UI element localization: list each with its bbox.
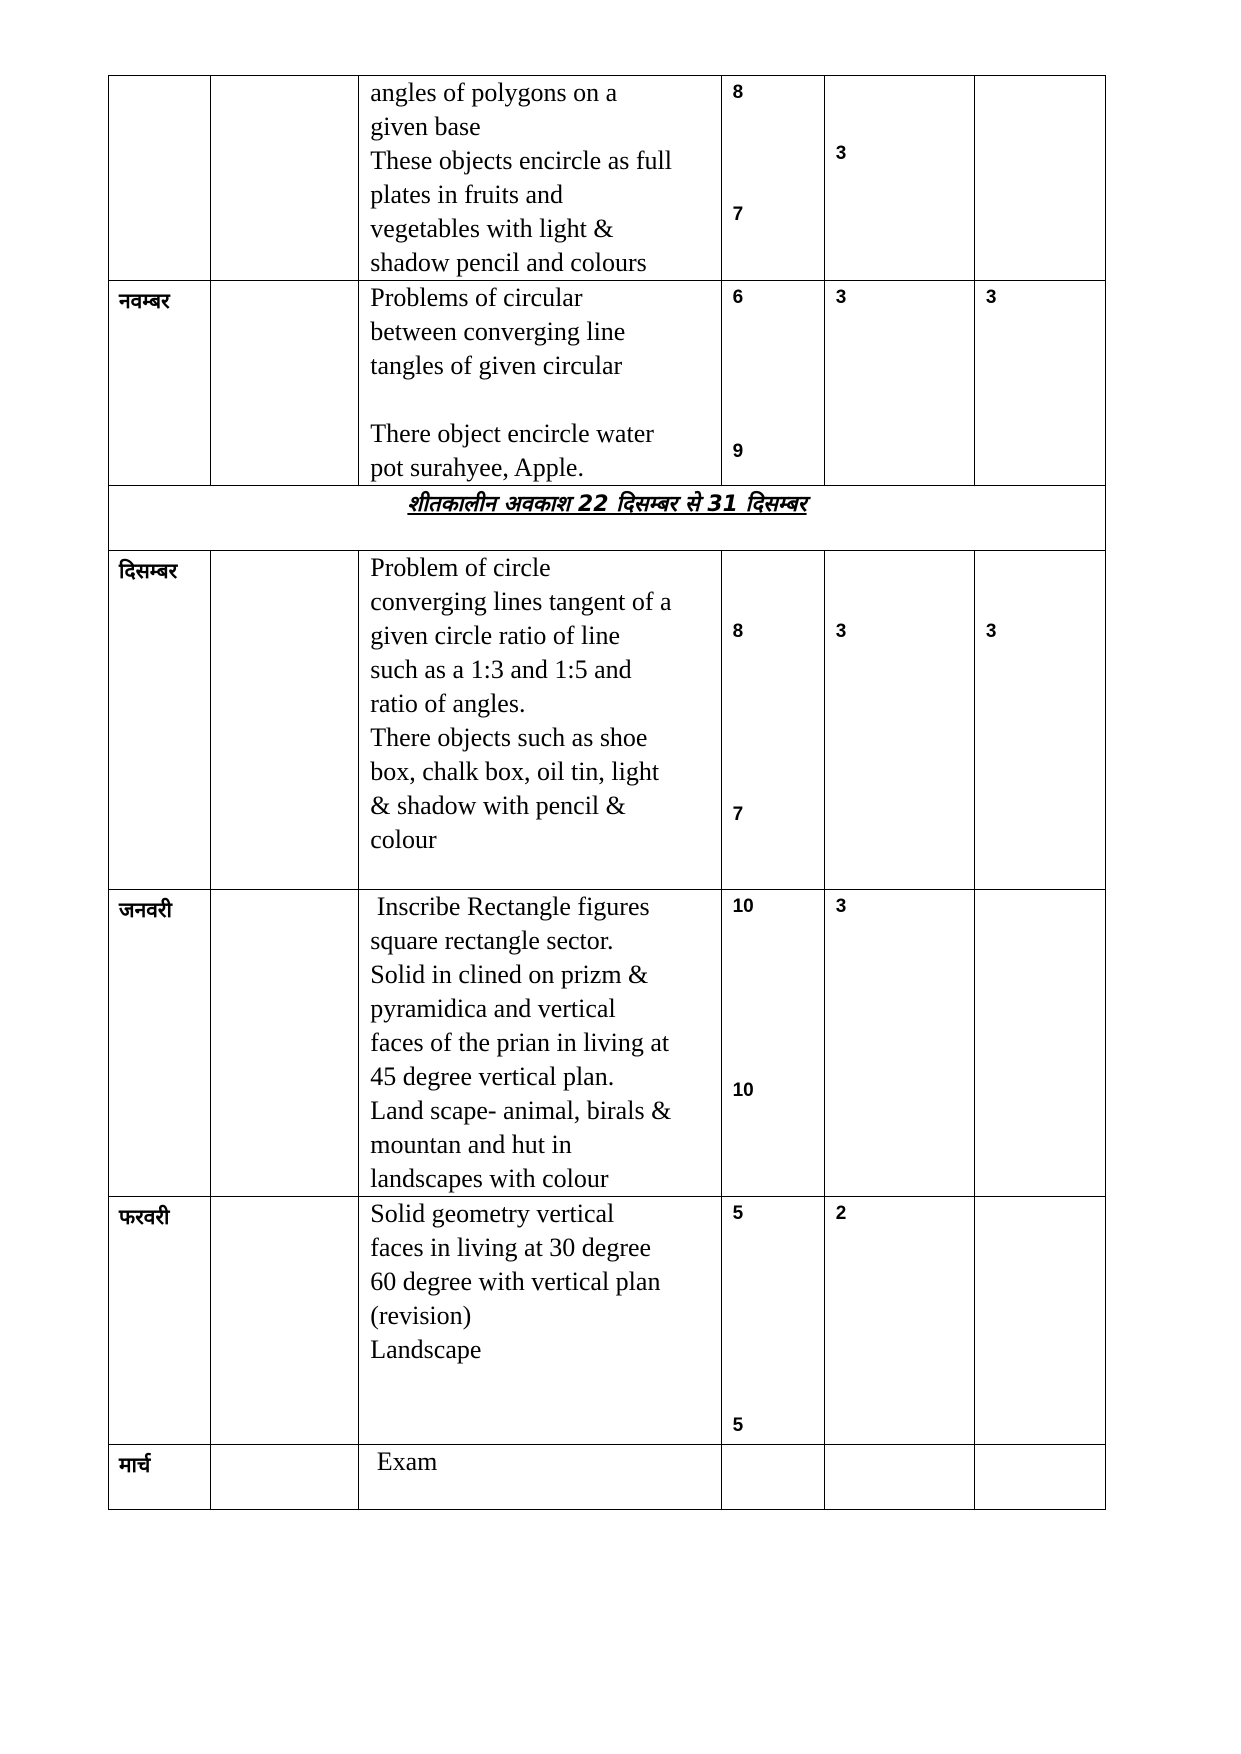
topic-cell bbox=[359, 76, 721, 281]
topic-line: (revision) bbox=[370, 1301, 472, 1330]
topic-cell bbox=[359, 281, 721, 486]
topic-line: square rectangle sector. bbox=[370, 926, 614, 955]
month-cell: नवम्बर bbox=[109, 281, 211, 486]
periods-cell bbox=[721, 1445, 824, 1510]
topic-line: Inscribe Rectangle figures bbox=[370, 892, 650, 921]
topic-line: angles of polygons on a bbox=[370, 78, 618, 107]
value: 3 bbox=[835, 896, 847, 917]
topic-line: pyramidica and vertical bbox=[370, 994, 616, 1023]
periods-value: 5 bbox=[732, 1415, 744, 1436]
empty-cell bbox=[211, 281, 359, 486]
topic-line: ratio of angles. bbox=[370, 689, 526, 718]
periods-value: 8 bbox=[732, 82, 744, 103]
topic-line: Landscape bbox=[370, 1335, 482, 1364]
periods-value: 7 bbox=[732, 204, 744, 225]
topic-cell bbox=[359, 890, 721, 1197]
topic-line: There objects such as shoe bbox=[370, 723, 648, 752]
topic-line: between converging line bbox=[370, 317, 626, 346]
value: 3 bbox=[835, 287, 847, 308]
topic-cell bbox=[359, 551, 721, 890]
topic-line: box, chalk box, oil tin, light bbox=[370, 757, 660, 786]
periods-value: 10 bbox=[732, 1080, 754, 1101]
value-cell bbox=[824, 551, 974, 890]
value-cell bbox=[974, 1197, 1105, 1445]
holiday-note: शीतकालीन अवकाश 22 दिसम्बर से 31 दिसम्बर bbox=[109, 486, 1106, 551]
value-cell bbox=[974, 890, 1105, 1197]
value: 3 bbox=[835, 143, 847, 164]
topic-cell bbox=[359, 1197, 721, 1445]
holiday-row bbox=[109, 486, 1106, 551]
month-cell: जनवरी bbox=[109, 890, 211, 1197]
topic-line: given circle ratio of line bbox=[370, 621, 621, 650]
topic-line: Solid geometry vertical bbox=[370, 1199, 615, 1228]
value-cell bbox=[974, 76, 1105, 281]
syllabus-table bbox=[108, 75, 1106, 1510]
topic-line: landscapes with colour bbox=[370, 1164, 609, 1193]
table-row bbox=[109, 281, 1106, 486]
value-cell bbox=[824, 1445, 974, 1510]
periods-value: 5 bbox=[732, 1203, 744, 1224]
periods-value: 7 bbox=[732, 804, 744, 825]
empty-cell bbox=[211, 1197, 359, 1445]
value-cell bbox=[974, 281, 1105, 486]
empty-cell bbox=[211, 551, 359, 890]
topic-line: plates in fruits and bbox=[370, 180, 564, 209]
month-cell bbox=[109, 76, 211, 281]
topic-line bbox=[370, 383, 712, 417]
topic-line: 45 degree vertical plan. bbox=[370, 1062, 615, 1091]
topic-line: such as a 1:3 and 1:5 and bbox=[370, 655, 632, 684]
periods-value: 9 bbox=[732, 441, 744, 462]
topic-line: Problem of circle bbox=[370, 553, 551, 582]
table-row bbox=[109, 1445, 1106, 1510]
periods-value: 10 bbox=[732, 896, 754, 917]
value-cell bbox=[824, 890, 974, 1197]
month-cell: मार्च bbox=[109, 1445, 211, 1510]
periods-cell bbox=[721, 281, 824, 486]
empty-cell bbox=[211, 890, 359, 1197]
topic-line: Exam bbox=[370, 1447, 438, 1476]
topic-line: There object encircle water bbox=[370, 419, 654, 448]
periods-value: 6 bbox=[732, 287, 744, 308]
topic-line: Solid in clined on prizm & bbox=[370, 960, 649, 989]
month-cell: दिसम्बर bbox=[109, 551, 211, 890]
value-cell bbox=[974, 1445, 1105, 1510]
topic-line: These objects encircle as full bbox=[370, 146, 672, 175]
topic-line: given base bbox=[370, 112, 481, 141]
table-row bbox=[109, 76, 1106, 281]
value-cell bbox=[824, 76, 974, 281]
topic-cell bbox=[359, 1445, 721, 1510]
table-row bbox=[109, 890, 1106, 1197]
topic-line: mountan and hut in bbox=[370, 1130, 572, 1159]
topic-line: & shadow with pencil & bbox=[370, 791, 626, 820]
topic-line: Problems of circular bbox=[370, 283, 583, 312]
value: 2 bbox=[835, 1203, 847, 1224]
topic-line: colour bbox=[370, 825, 437, 854]
periods-cell bbox=[721, 551, 824, 890]
topic-line: vegetables with light & bbox=[370, 214, 614, 243]
value-cell bbox=[824, 1197, 974, 1445]
periods-cell bbox=[721, 76, 824, 281]
value-cell bbox=[974, 551, 1105, 890]
value: 3 bbox=[985, 621, 997, 642]
topic-line: faces in living at 30 degree bbox=[370, 1233, 652, 1262]
table-row bbox=[109, 1197, 1106, 1445]
topic-line: converging lines tangent of a bbox=[370, 587, 672, 616]
periods-value: 8 bbox=[732, 621, 744, 642]
empty-cell bbox=[211, 76, 359, 281]
topic-line: 60 degree with vertical plan bbox=[370, 1267, 661, 1296]
value: 3 bbox=[835, 621, 847, 642]
periods-cell bbox=[721, 1197, 824, 1445]
value-cell bbox=[824, 281, 974, 486]
periods-cell bbox=[721, 890, 824, 1197]
month-cell: फरवरी bbox=[109, 1197, 211, 1445]
topic-line: shadow pencil and colours bbox=[370, 248, 647, 277]
value: 3 bbox=[985, 287, 997, 308]
topic-line: pot surahyee, Apple. bbox=[370, 453, 584, 482]
topic-line: Land scape- animal, birals & bbox=[370, 1096, 672, 1125]
table-row bbox=[109, 551, 1106, 890]
topic-line: tangles of given circular bbox=[370, 351, 623, 380]
empty-cell bbox=[211, 1445, 359, 1510]
topic-line: faces of the prian in living at bbox=[370, 1028, 670, 1057]
